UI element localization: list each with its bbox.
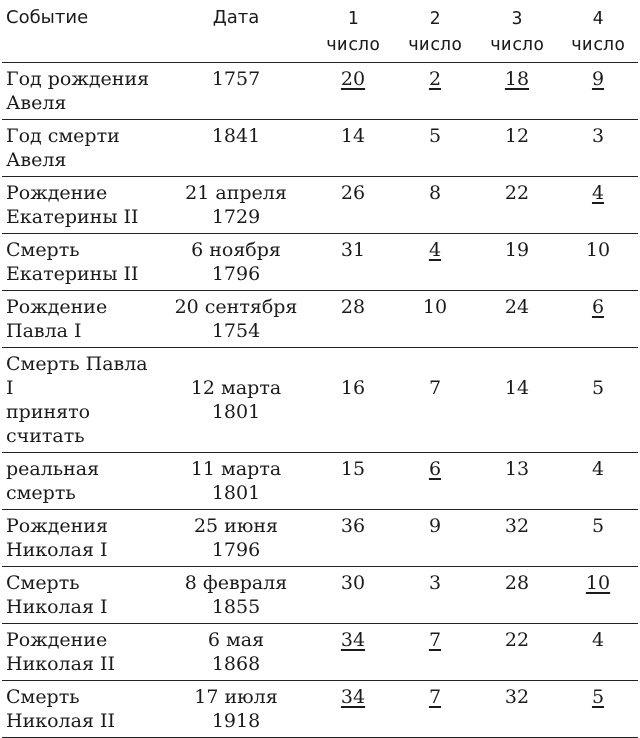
- cell-number-3: 22: [476, 624, 558, 681]
- cell-number-4: [558, 177, 638, 234]
- cell-number-3: 28: [476, 567, 558, 624]
- cell-number-2: 8: [394, 177, 476, 234]
- cell-number-4: [558, 681, 638, 738]
- cell-number-1: 31: [312, 234, 394, 291]
- cell-date: 12 марта 1801: [160, 348, 312, 453]
- table-row: [2, 291, 638, 348]
- cell-event: реальная смерть: [2, 453, 160, 510]
- cell-number-4: 10: [558, 234, 638, 291]
- cell-date: 1841: [160, 120, 312, 177]
- cell-number-1: 34: [312, 624, 394, 681]
- cell-number-2: [394, 453, 476, 510]
- table-row: [2, 348, 638, 453]
- cell-number-2: 2: [394, 63, 476, 120]
- cell-date: 17 июля 1918: [160, 681, 312, 738]
- table-row: [2, 120, 638, 177]
- cell-number-3: 32: [476, 681, 558, 738]
- cell-event: Год рождения Авеля: [2, 63, 160, 120]
- header-number-3: 3 число: [489, 8, 545, 55]
- cell-value-underlined: 6: [591, 296, 605, 318]
- cell-number-1: 16: [312, 348, 394, 453]
- cell-number-1: 26: [312, 177, 394, 234]
- cell-date: 8 февраля 1855: [160, 567, 312, 624]
- cell-number-2: 10: [394, 291, 476, 348]
- cell-number-3: 22: [476, 177, 558, 234]
- cell-number-3: 13: [476, 453, 558, 510]
- table-row: [2, 510, 638, 567]
- cell-number-3: 12: [476, 120, 558, 177]
- cell-number-4: 5: [558, 510, 638, 567]
- table-row: [2, 177, 638, 234]
- table-row: [2, 234, 638, 291]
- table-row: [2, 453, 638, 510]
- cell-date: 1757: [160, 63, 312, 120]
- cell-event: Год смерти Авеля: [2, 120, 160, 177]
- cell-number-2: 7: [394, 681, 476, 738]
- cell-number-2: 7: [394, 348, 476, 453]
- cell-event: Рождение Павла I: [2, 291, 160, 348]
- cell-number-4: [558, 567, 638, 624]
- header-number-2: 2 число: [407, 8, 463, 55]
- cell-event: Смерть Николая II: [2, 681, 160, 738]
- cell-value-underlined: 6: [428, 458, 442, 480]
- cell-event: Рождение Николая II: [2, 624, 160, 681]
- cell-number-4: 5: [558, 348, 638, 453]
- cell-date: 11 марта 1801: [160, 453, 312, 510]
- header-date: Дата: [212, 7, 260, 28]
- cell-number-2: 9: [394, 510, 476, 567]
- table-row: [2, 567, 638, 624]
- header-number-1: 1 число: [325, 8, 381, 55]
- cell-date: 6 мая 1868: [160, 624, 312, 681]
- dates-table: [2, 2, 638, 738]
- cell-date: 20 сентября 1754: [160, 291, 312, 348]
- cell-event: Смерть Екатерины II: [2, 234, 160, 291]
- header-event: Событие: [6, 7, 89, 28]
- cell-number-1: 14: [312, 120, 394, 177]
- cell-value-underlined: 4: [428, 239, 442, 261]
- cell-number-4: 9: [558, 63, 638, 120]
- cell-number-3: 18: [476, 63, 558, 120]
- cell-date: 25 июня 1796: [160, 510, 312, 567]
- cell-event: Смерть Павла I принято считать: [2, 348, 160, 453]
- cell-number-4: [558, 291, 638, 348]
- cell-number-2: 5: [394, 120, 476, 177]
- cell-number-3: 19: [476, 234, 558, 291]
- cell-number-2: 3: [394, 567, 476, 624]
- cell-number-1: 34: [312, 681, 394, 738]
- cell-value-underlined: 10: [585, 572, 611, 594]
- cell-number-3: 32: [476, 510, 558, 567]
- table-row: [2, 681, 638, 738]
- cell-value-underlined: 4: [591, 182, 605, 204]
- cell-number-4: 4: [558, 624, 638, 681]
- cell-date: 6 ноября 1796: [160, 234, 312, 291]
- cell-event: Рождение Екатерины II: [2, 177, 160, 234]
- cell-number-3: 24: [476, 291, 558, 348]
- cell-number-4: 3: [558, 120, 638, 177]
- header-row: [2, 2, 638, 63]
- cell-number-1: 15: [312, 453, 394, 510]
- cell-number-1: 30: [312, 567, 394, 624]
- header-number-4: 4 число: [570, 8, 626, 55]
- cell-number-3: 14: [476, 348, 558, 453]
- table-row: [2, 624, 638, 681]
- table-row: [2, 63, 638, 120]
- cell-number-1: 36: [312, 510, 394, 567]
- cell-number-1: 20: [312, 63, 394, 120]
- cell-number-2: [394, 234, 476, 291]
- cell-event: Рождения Николая I: [2, 510, 160, 567]
- cell-number-2: 7: [394, 624, 476, 681]
- cell-value-underlined: 5: [591, 686, 605, 708]
- cell-date: 21 апреля 1729: [160, 177, 312, 234]
- cell-number-4: 4: [558, 453, 638, 510]
- cell-event: Смерть Николая I: [2, 567, 160, 624]
- cell-number-1: 28: [312, 291, 394, 348]
